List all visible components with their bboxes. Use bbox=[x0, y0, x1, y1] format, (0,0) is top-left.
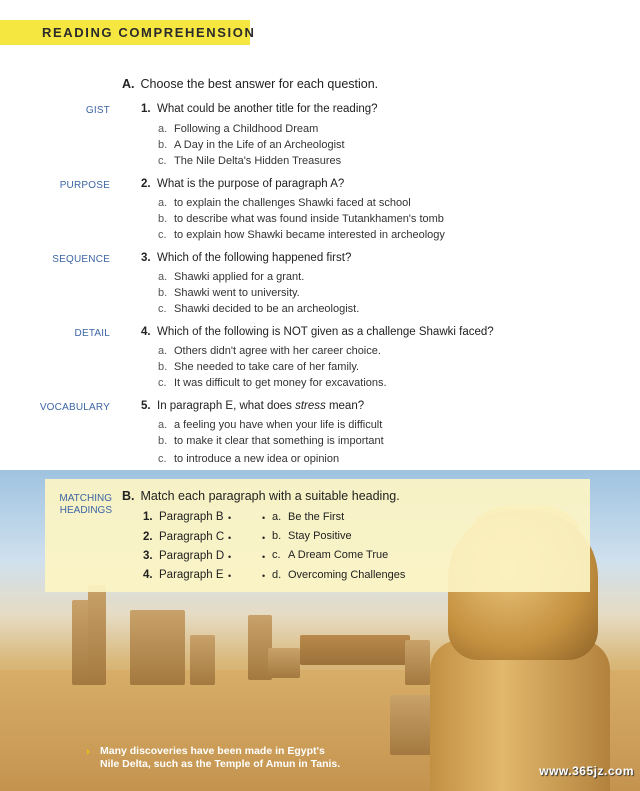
option-letter: c. bbox=[158, 229, 167, 241]
heading-item-b bbox=[272, 530, 352, 542]
question-label-purpose: PURPOSE bbox=[59, 180, 110, 191]
question-3-option-c bbox=[158, 303, 359, 315]
question-3-option-b bbox=[158, 287, 300, 299]
option-letter: b. bbox=[158, 213, 168, 225]
match-dot-left[interactable]: • bbox=[228, 552, 232, 562]
paragraph-number: 3. bbox=[143, 550, 153, 562]
heading-letter: d. bbox=[272, 569, 282, 581]
option-text: Shawki applied for a grant. bbox=[174, 271, 305, 283]
question-5-option-b bbox=[158, 435, 384, 447]
question-number: 4. bbox=[141, 326, 151, 338]
section-b-letter: B. bbox=[122, 489, 135, 503]
question-text-before: In paragraph E, what does bbox=[157, 400, 296, 412]
caption-arrow-icon: › bbox=[86, 746, 90, 758]
paragraph-item-2 bbox=[143, 531, 224, 543]
question-text: What could be another title for the reading? bbox=[157, 103, 378, 115]
question-5-option-c bbox=[158, 453, 339, 465]
section-a-letter: A. bbox=[122, 77, 135, 91]
option-letter: b. bbox=[158, 435, 168, 447]
question-text-emphasis: stress bbox=[295, 400, 326, 412]
paragraph-item-3 bbox=[143, 550, 224, 562]
question-4 bbox=[141, 326, 494, 338]
option-letter: a. bbox=[158, 123, 168, 135]
question-text: Which of the following is NOT given as a challenge Shawki faced? bbox=[157, 326, 494, 338]
question-4-option-b bbox=[158, 361, 359, 373]
heading-letter: a. bbox=[272, 511, 282, 523]
question-3-option-a bbox=[158, 271, 304, 283]
paragraph-number: 1. bbox=[143, 511, 153, 523]
option-letter: c. bbox=[158, 155, 167, 167]
question-5-option-a bbox=[158, 419, 382, 431]
question-1-option-a bbox=[158, 123, 318, 135]
matching-label-line1: MATCHING bbox=[59, 493, 112, 504]
caption-line-2: Nile Delta, such as the Temple of Amun in Tanis. bbox=[100, 758, 341, 770]
option-letter: a. bbox=[158, 197, 168, 209]
option-letter: c. bbox=[158, 303, 167, 315]
ruin-statue bbox=[88, 585, 106, 685]
heading-text: Be the First bbox=[288, 511, 345, 523]
option-letter: a. bbox=[158, 345, 168, 357]
option-text: A Day in the Life of an Archeologist bbox=[174, 139, 345, 151]
option-text: Following a Childhood Dream bbox=[174, 123, 319, 135]
caption-line-1: Many discoveries have been made in Egypt's bbox=[100, 745, 325, 757]
question-text: Which of the following happened first? bbox=[157, 252, 352, 264]
question-text-after: mean? bbox=[325, 400, 365, 412]
paragraph-text: Paragraph D bbox=[159, 550, 225, 562]
match-dot-right[interactable]: • bbox=[262, 533, 266, 543]
question-1-option-c bbox=[158, 155, 341, 167]
question-4-option-c bbox=[158, 377, 387, 389]
matching-label-line2: HEADINGS bbox=[59, 505, 112, 516]
heading-item-a bbox=[272, 511, 344, 523]
match-dot-right[interactable]: • bbox=[262, 513, 266, 523]
option-text: to explain the challenges Shawki faced at school bbox=[174, 197, 411, 209]
ruin-wall bbox=[300, 635, 410, 665]
question-2 bbox=[141, 178, 344, 190]
question-1-option-b bbox=[158, 139, 345, 151]
question-2-option-b bbox=[158, 213, 444, 225]
paragraph-item-1 bbox=[143, 511, 224, 523]
question-1 bbox=[141, 103, 378, 115]
section-b-text: Match each paragraph with a suitable heading. bbox=[140, 489, 400, 503]
option-letter: c. bbox=[158, 453, 167, 465]
question-label-vocabulary: VOCABULARY bbox=[39, 402, 110, 413]
option-text: Others didn't agree with her career choice. bbox=[174, 345, 381, 357]
question-number: 1. bbox=[141, 103, 151, 115]
section-b-instruction bbox=[122, 489, 400, 503]
paragraph-text: Paragraph B bbox=[159, 511, 224, 523]
match-dot-right[interactable]: • bbox=[262, 552, 266, 562]
question-number: 2. bbox=[141, 178, 151, 190]
option-letter: c. bbox=[158, 377, 167, 389]
paragraph-number: 4. bbox=[143, 569, 153, 581]
heading-letter: c. bbox=[272, 549, 281, 561]
photo-caption bbox=[86, 745, 366, 771]
question-4-option-a bbox=[158, 345, 381, 357]
option-text: Shawki went to university. bbox=[174, 287, 300, 299]
ruin-block bbox=[268, 648, 300, 678]
option-text: Shawki decided to be an archeologist. bbox=[174, 303, 360, 315]
question-5 bbox=[141, 400, 364, 412]
match-dot-left[interactable]: • bbox=[228, 513, 232, 523]
ruin-block bbox=[130, 610, 185, 685]
question-label-sequence: SEQUENCE bbox=[52, 254, 110, 265]
question-2-option-a bbox=[158, 197, 411, 209]
heading-text: Stay Positive bbox=[288, 530, 352, 542]
heading-item-d bbox=[272, 569, 405, 581]
match-dot-right[interactable]: • bbox=[262, 571, 266, 581]
section-a-instruction bbox=[122, 77, 378, 91]
question-text: What is the purpose of paragraph A? bbox=[157, 178, 345, 190]
option-letter: b. bbox=[158, 361, 168, 373]
heading-text: A Dream Come True bbox=[288, 549, 389, 561]
option-letter: b. bbox=[158, 139, 168, 151]
option-text: to describe what was found inside Tutankhamen's tomb bbox=[174, 213, 444, 225]
paragraph-number: 2. bbox=[143, 531, 153, 543]
option-letter: a. bbox=[158, 419, 168, 431]
question-label-detail: DETAIL bbox=[74, 328, 110, 339]
watermark: www.365jz.com bbox=[539, 764, 634, 778]
question-number: 3. bbox=[141, 252, 151, 264]
question-number: 5. bbox=[141, 400, 151, 412]
option-text: She needed to take care of her family. bbox=[174, 361, 360, 373]
match-dot-left[interactable]: • bbox=[228, 571, 232, 581]
section-a-text: Choose the best answer for each question. bbox=[140, 77, 379, 91]
question-3 bbox=[141, 252, 351, 264]
option-text: to explain how Shawki became interested in archeology bbox=[174, 229, 445, 241]
match-dot-left[interactable]: • bbox=[228, 533, 232, 543]
ruin-statue bbox=[405, 640, 430, 685]
heading-item-c bbox=[272, 549, 388, 561]
ruin-block bbox=[190, 635, 215, 685]
option-text: The Nile Delta's Hidden Treasures bbox=[174, 155, 342, 167]
option-text: a feeling you have when your life is difficult bbox=[174, 419, 383, 431]
paragraph-text: Paragraph C bbox=[159, 531, 225, 543]
heading-letter: b. bbox=[272, 530, 282, 542]
option-text: to make it clear that something is important bbox=[174, 435, 384, 447]
option-text: It was difficult to get money for excavations. bbox=[174, 377, 387, 389]
heading-text: Overcoming Challenges bbox=[288, 569, 406, 581]
option-letter: b. bbox=[158, 287, 168, 299]
option-text: to introduce a new idea or opinion bbox=[174, 453, 340, 465]
paragraph-text: Paragraph E bbox=[159, 569, 224, 581]
option-letter: a. bbox=[158, 271, 168, 283]
question-label-gist: GIST bbox=[85, 105, 110, 116]
page-title: READING COMPREHENSION bbox=[42, 25, 256, 40]
paragraph-item-4 bbox=[143, 569, 224, 581]
question-2-option-c bbox=[158, 229, 445, 241]
